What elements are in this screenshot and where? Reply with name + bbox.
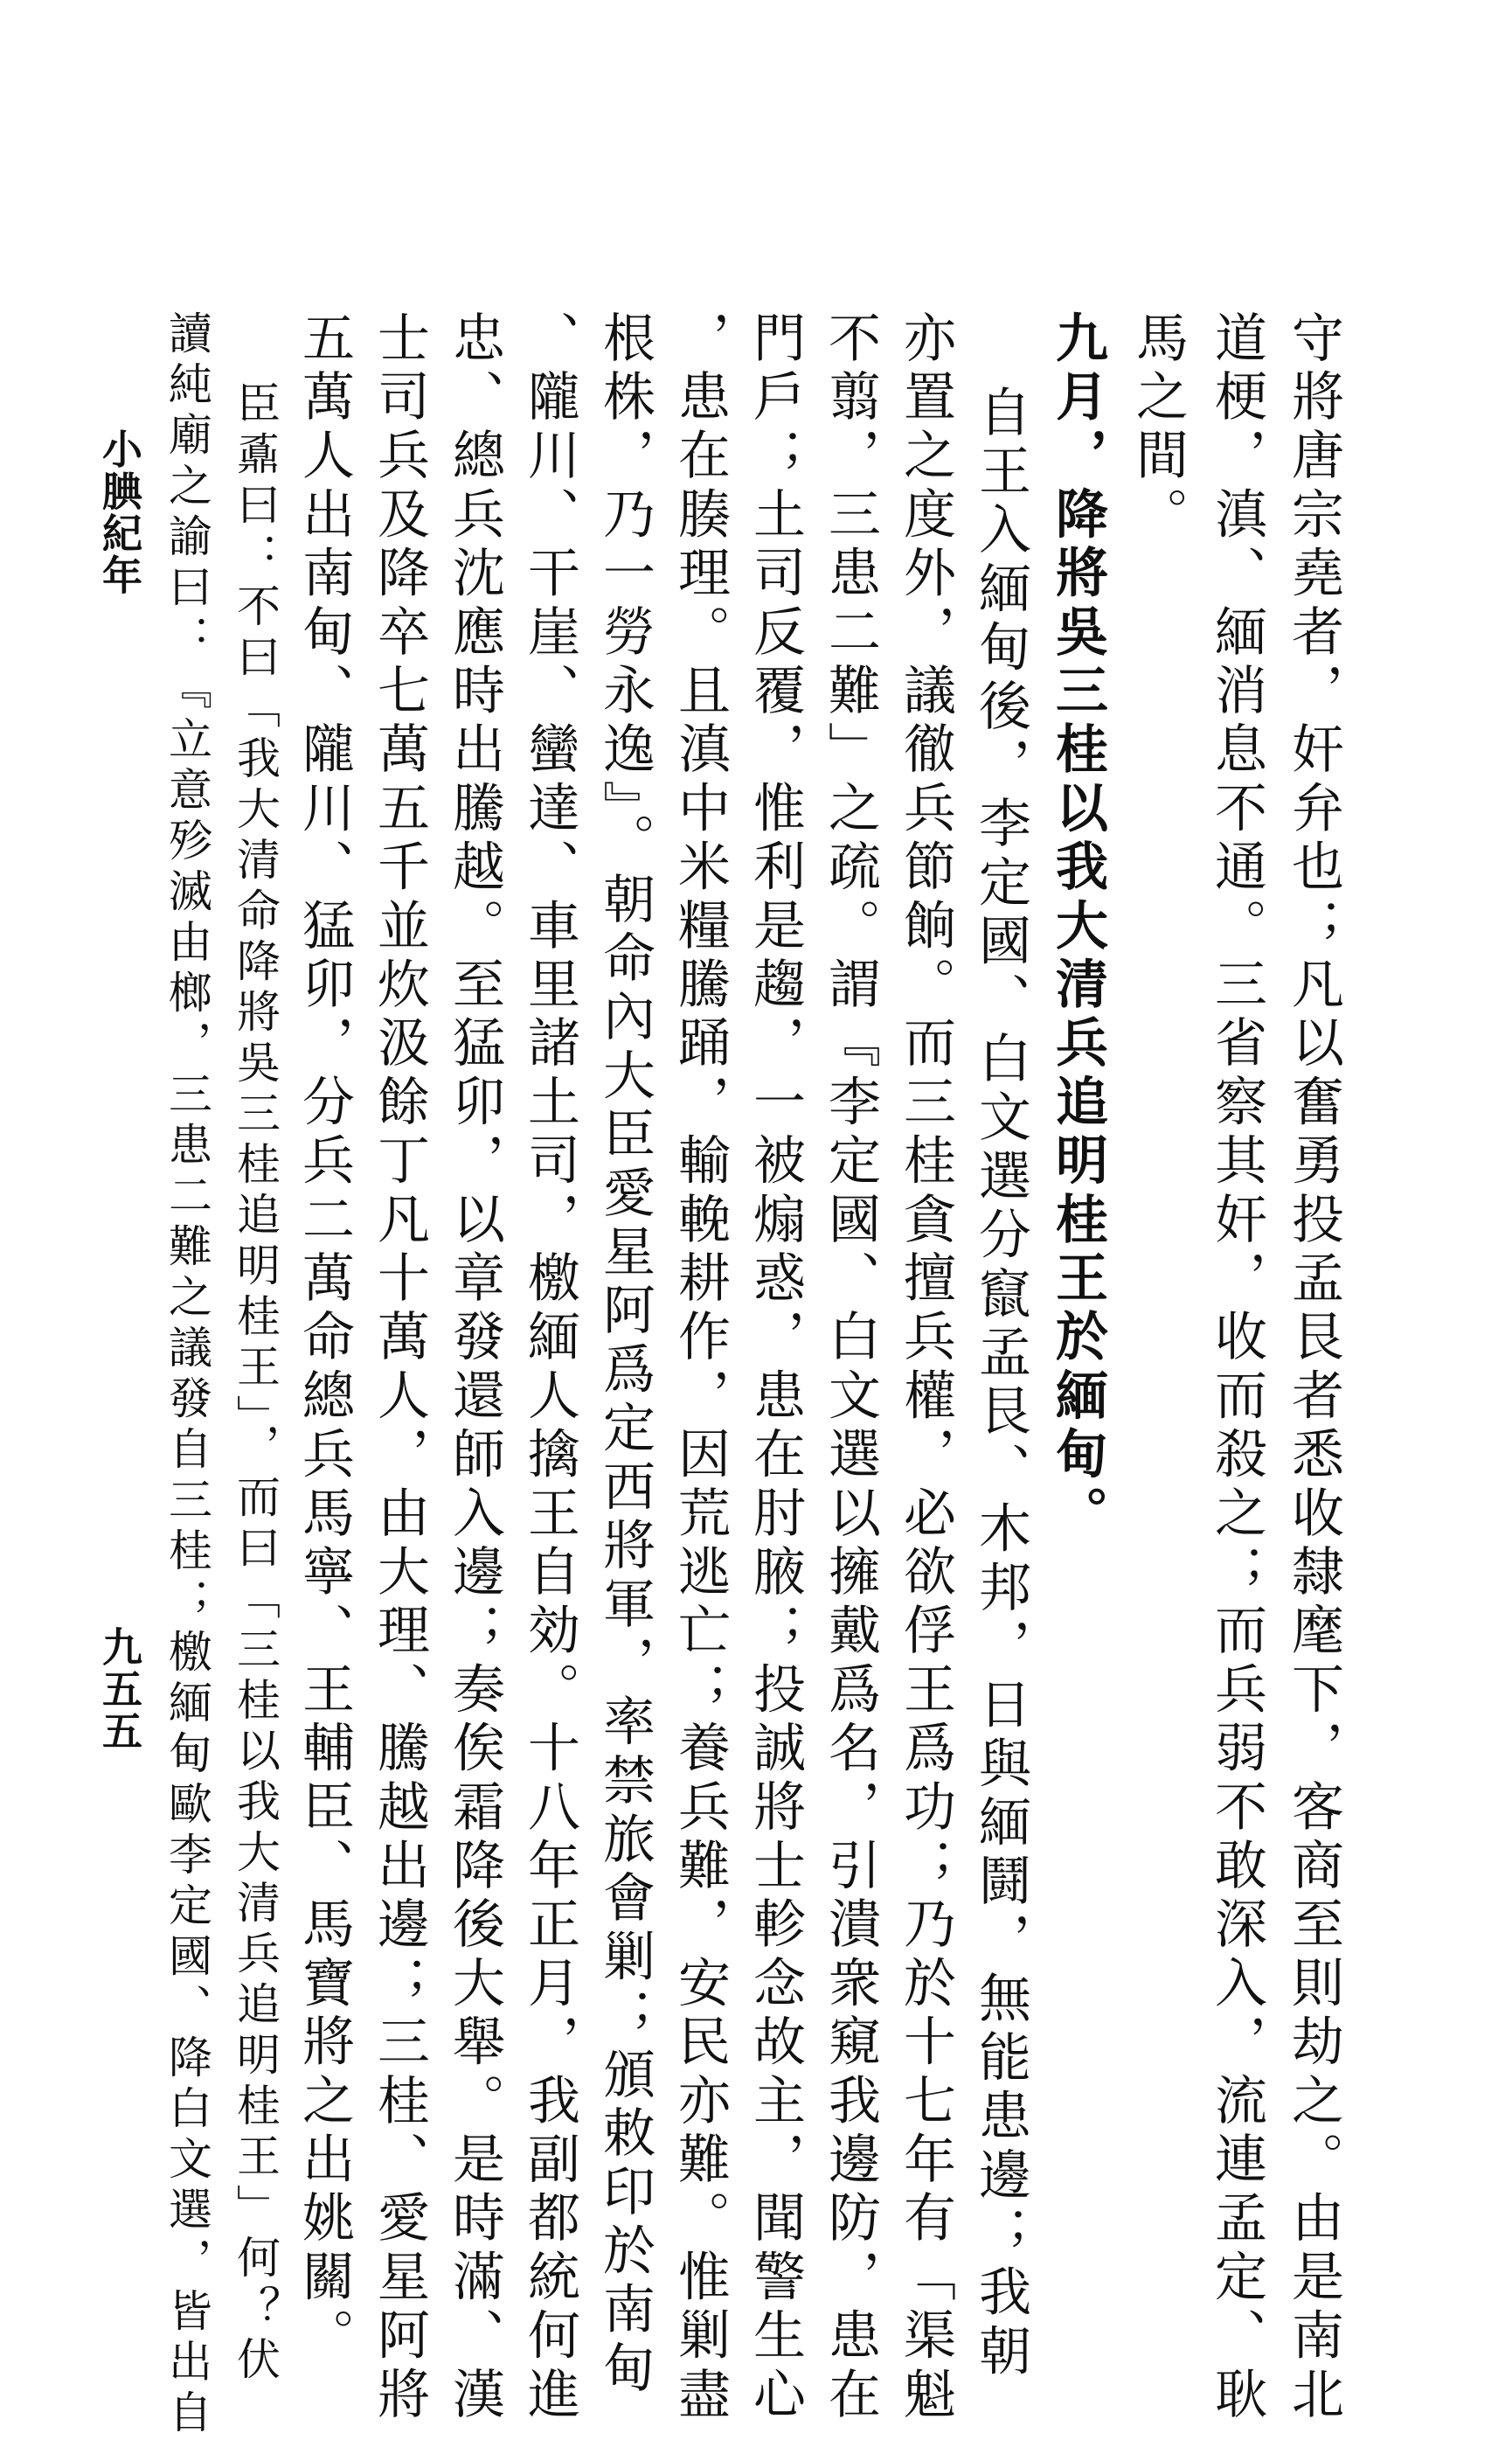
text-column-8: 門戶；土司反覆，惟利是趨，一被煽惑，患在肘腋；投誠將士軫念故主，聞警生心 xyxy=(745,310,806,2426)
commentary-column-1: 臣鼒曰：不曰「我大清命降將吳三桂追明桂王」，而曰「三桂以我大清兵追明桂王」何？伏 xyxy=(230,380,281,2387)
book-title: 小腆紀年 xyxy=(96,428,143,596)
text-column-9: ，患在腠理。且滇中米糧騰踊，輸輓耕作，因荒逃亡；養兵難，安民亦難。惟剿盡 xyxy=(669,310,731,2426)
text-column-13: 士司兵及降卒七萬五千並炊汲餘丁凡十萬人，由大理、騰越出邊；三桂、愛星阿將 xyxy=(369,310,430,2426)
text-column-11: 、隴川、干崖、蠻達、車里諸土司，檄緬人擒王自効。十八年正月，我副都統何進 xyxy=(519,310,580,2426)
commentary-column-2: 讀純廟之諭曰：『立意殄滅由榔，三患二難之議發自三桂；檄緬甸歐李定國、降白文選，皆出自 xyxy=(162,310,212,2440)
text-column-3: 馬之間。 xyxy=(1127,310,1189,546)
text-column-5: 自王入緬甸後，李定國、白文選分竄孟艮、木邦，日與緬鬪，無能患邊；我朝 xyxy=(970,385,1031,2382)
text-column-2: 道梗，滇、緬消息不通。三省察其奸，收而殺之；而兵弱不敢深入，流連孟定、耿 xyxy=(1206,310,1267,2426)
text-column-12: 忠、總兵沈應時出騰越。至猛卯，以章發還師入邊；奏俟霜降後大舉。是時滿、漢 xyxy=(444,310,505,2426)
text-column-6: 亦置之度外，議徹兵節餉。而三桂貪擅兵權，必欲俘王爲功；乃於十七年有「渠魁 xyxy=(895,310,956,2426)
text-column-7: 不翦，三患二難」之疏。謂『李定國、白文選以擁戴爲名，引潰衆窺我邊防，患在 xyxy=(820,310,881,2426)
text-column-10: 根株，乃一勞永逸』。朝命內大臣愛星阿爲定西將軍，率禁旅會剿；頒敕印於南甸 xyxy=(594,310,655,2400)
text-column-1: 守將唐宗堯者，奸弁也；凡以奮勇投孟艮者悉收隸麾下，客商至則劫之。由是南北 xyxy=(1283,310,1344,2426)
section-heading: 九月，降將吳三桂以我大清兵追明桂王於緬甸。 xyxy=(1047,310,1108,1545)
page-number: 九五五 xyxy=(96,1626,143,1752)
text-column-14: 五萬人出南甸、隴川、猛卯，分兵二萬命總兵馬寧、王輔臣、馬寶將之出姚關。 xyxy=(294,310,355,2367)
